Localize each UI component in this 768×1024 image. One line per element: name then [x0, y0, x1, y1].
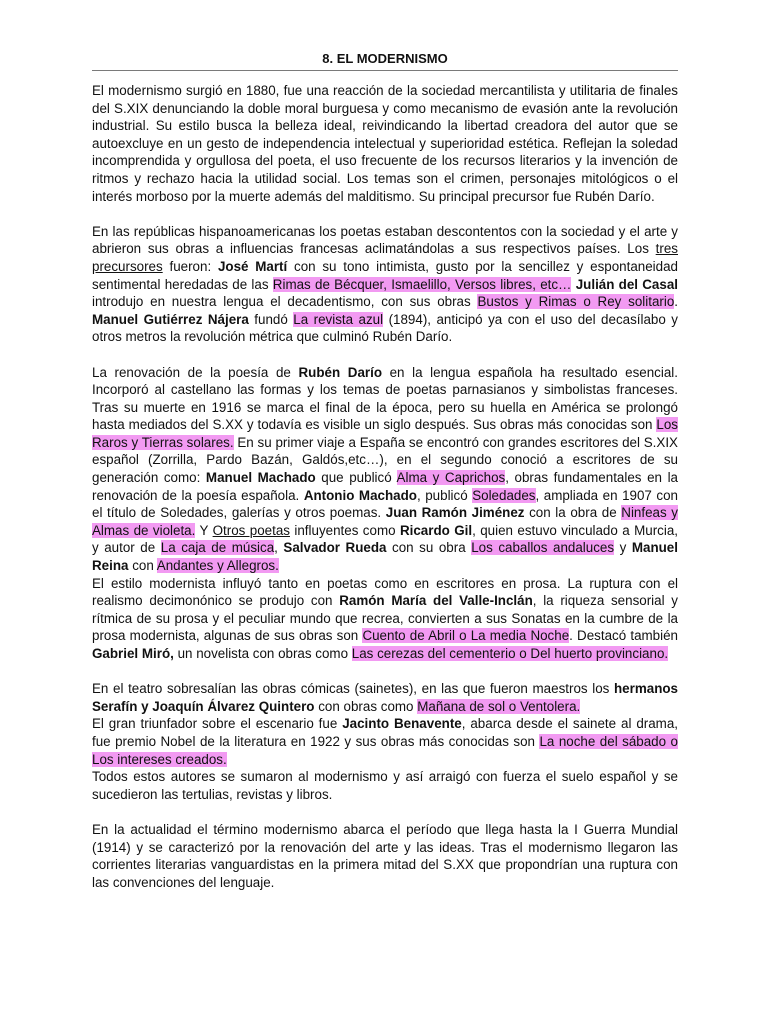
text: En el teatro sobresalían las obras cómicas (sainetes), en las que fueron maestros los [92, 681, 614, 697]
highlighted-work: Los caballos andaluces [471, 540, 615, 556]
highlighted-work: Andantes y Allegros. [156, 558, 279, 574]
highlighted-work: Ninfeas y Almas de violeta. [92, 505, 678, 538]
text: La renovación de la poesía de [92, 364, 299, 380]
author-name: Manuel Gutiérrez Nájera [92, 311, 249, 327]
highlighted-work: Bustos y Rimas o Rey solitario [477, 294, 675, 310]
author-name: Julián del Casal [575, 276, 678, 292]
text: En su primer viaje a España se encontró con grandes escritores del S.XIX español (Zorrilla, Pardo Bazán, Galdós,etc…), en el segundo conoció a escritores de su generación como: [92, 434, 678, 486]
author-name: Manuel Reina [92, 540, 678, 574]
author-name: Ramón María del Valle-Inclán [339, 593, 533, 609]
text: En las repúblicas hispanoamericanas los poetas estaban descontentos con la sociedad y el arte y abrieron sus obras a influencias francesas aclimatándolas a sus respectivos países. Los [92, 223, 678, 257]
paragraph-intro: El modernismo surgió en 1880, fue una reacción de la sociedad mercantilista y utilitaria de finales del S.XIX denunciando la doble moral burguesa y como mecanismo de evasión ante la revolución industrial. Su estilo busca la belleza ideal, reivindicando la libertad creadora del autor que se autoexcluye en un gesto de independencia intelectual y superioridad estética. Reflejan la soledad incomprendida y orgullosa del poeta, el uso frecuente de los recursos literarios y la invención de ritmos y rechazo hacia la utilidad social. Los temas son el crimen, personajes mitológicos o el interés morboso por la muerte además del malditismo. Su principal precursor fue Rubén Darío. [92, 83, 678, 204]
text: . [674, 294, 679, 310]
highlighted-work: La caja de música [160, 540, 275, 556]
text: con su tono intimista, gusto por la sencillez y espontaneidad sentimental heredadas de las [92, 258, 678, 292]
text: , la riqueza sensorial y rítmica de su prosa y el peculiar mundo que recrea, convierten a sus Sonatas en la cumbre de la prosa modernista, algunas de sus obras son [92, 593, 678, 644]
text: El estilo modernista influyó tanto en poetas como en escritores en prosa. La ruptura con el realismo decimonónico se produjo con [92, 575, 678, 609]
text: con [128, 558, 157, 574]
text: (1894), anticipó ya con el uso del decasílabo y otros metros la revolución métrica que culminó Rubén Darío. [92, 311, 678, 345]
text: , publicó [416, 487, 473, 503]
highlighted-work: La revista azul [293, 311, 384, 327]
paragraph-summary: Todos estos autores se sumaron al modernismo y así arraigó con fuerza el suelo español y se sucedieron las tertulias, revistas y libros. [92, 769, 678, 802]
author-name: Antonio Machado [303, 487, 417, 503]
text: , quien estuvo vinculado a Murcia, y autor de [92, 522, 678, 556]
author-name: Juan Ramón Jiménez [385, 505, 525, 521]
text: en la lengua española ha resultado esencial. Incorporó al castellano las formas y los temas de poetas parnasianos y simbolistas franceses. Tras su muerte en 1916 se marca el final de la época, pero su huella en América se prolongó hasta mediados del S.XX y todavía es visible un siglo después. Sus obras más conocidas son [92, 364, 678, 433]
highlighted-work: La noche del sábado o Los intereses creados. [92, 733, 678, 767]
text: con obras como [314, 698, 418, 714]
highlighted-work: Las cerezas del cementerio o Del huerto provinciano. [351, 646, 669, 661]
highlighted-work: Los Raros y Tierras solares. [92, 417, 678, 450]
author-name: Jacinto Benavente [342, 716, 462, 732]
text: , obras fundamentales en la renovación de la poesía española. [92, 470, 678, 503]
text: , [274, 540, 284, 556]
author-name: Manuel Machado [205, 470, 316, 486]
text: introdujo en nuestra lengua el decadentismo, con sus obras [92, 294, 478, 310]
author-name: Gabriel Miró, [92, 646, 174, 661]
author-name: Ricardo Gil [399, 522, 473, 538]
underlined-text: tres precursores [92, 241, 678, 274]
highlighted-work: Alma y Caprichos [396, 470, 506, 486]
highlighted-work: Cuento de Abril o La media Noche [362, 628, 570, 644]
highlighted-work: Mañana de sol o Ventolera. [417, 698, 581, 714]
text: con su obra [386, 540, 472, 556]
document-page [92, 50, 678, 909]
text: Y [195, 522, 213, 538]
paragraph-ruben-dario [92, 364, 678, 575]
underlined-text: Otros poetas [212, 522, 290, 538]
highlighted-work: Rimas de Bécquer, Ismaelillo, Versos libres, etc… [272, 276, 572, 292]
author-name: hermanos Serafín y Joaquín Álvarez Quintero [92, 681, 678, 714]
author-name: Rubén Darío [298, 364, 382, 380]
text: con la obra de [524, 505, 622, 521]
text: , abarca desde el sainete al drama, fue premio Nobel de la literatura en 1922 y sus obras más conocidas son [92, 716, 679, 749]
text: El gran triunfador sobre el escenario fue [92, 716, 343, 732]
text: , ampliada en 1907 con el título de Soledades, galerías y otros poemas. [92, 487, 678, 521]
text: . Destacó también [569, 628, 678, 644]
text: fundó [248, 311, 294, 327]
text: fueron: [162, 258, 218, 274]
highlighted-work: Soledades [472, 487, 536, 503]
text: que publicó [315, 470, 397, 486]
text: influyentes como [289, 522, 400, 538]
paragraph-benavente [92, 715, 678, 768]
paragraph-precursors [92, 223, 678, 346]
author-name: Salvador Rueda [283, 540, 387, 556]
text: y [614, 540, 632, 556]
paragraph-prose [92, 575, 678, 663]
paragraph-theatre [92, 680, 678, 715]
author-name: José Martí [217, 258, 288, 274]
paragraph-conclusion: En la actualidad el término modernismo abarca el período que llega hasta la I Guerra Mundial (1914) y se caracterizó por la renovación del arte y las ideas. Tras el modernismo llegaron las corrientes literarias vanguardistas en la primera mitad del S.XX que propondrían una ruptura con las convenciones del lenguaje. [92, 821, 678, 890]
text: un novelista con obras como [173, 646, 352, 661]
page-title: 8. EL MODERNISMO [92, 50, 678, 71]
